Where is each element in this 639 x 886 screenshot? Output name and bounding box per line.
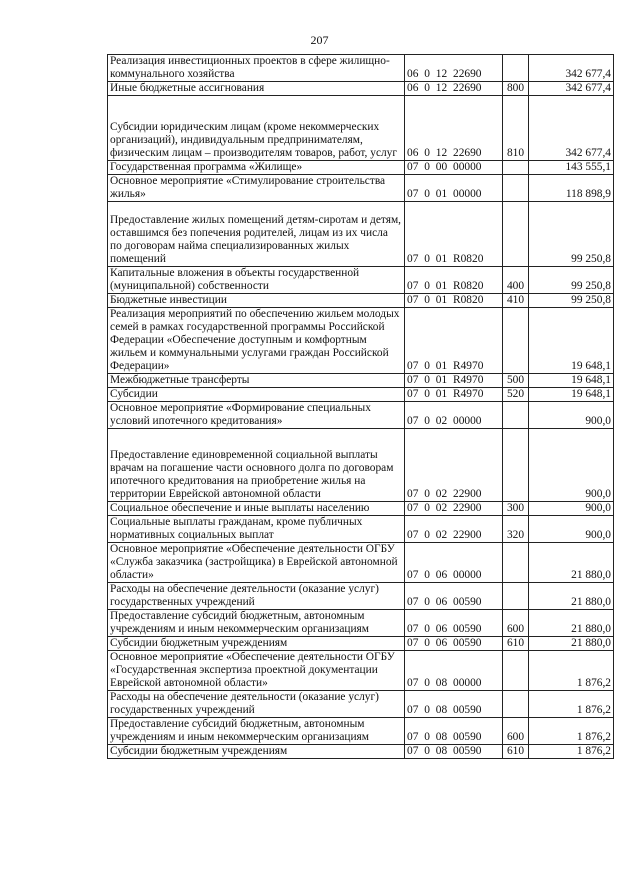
row-name: Субсидии юридическим лицам (кроме некоммерческих организаций), индивидуальным предпринимателям, физическим лицам – производителям товаров, работ, услуг <box>108 96 405 161</box>
row-name: Социальные выплаты гражданам, кроме публичных нормативных социальных выплат <box>108 516 405 543</box>
row-expense-type: 610 <box>503 745 529 759</box>
row-sum: 900,0 <box>529 502 614 516</box>
row-code: 07 0 06 00000 <box>405 543 503 583</box>
row-name: Предоставление единовременной социальной выплаты врачам на погашение части основного долга по договорам ипотечного кредитования на приобретение жилья на территории Еврейской автономной области <box>108 429 405 502</box>
row-code: 07 0 01 R0820 <box>405 267 503 294</box>
row-sum: 1 876,2 <box>529 691 614 718</box>
row-name: Расходы на обеспечение деятельности (оказание услуг) государственных учреждений <box>108 691 405 718</box>
row-sum: 143 555,1 <box>529 161 614 175</box>
row-expense-type: 320 <box>503 516 529 543</box>
row-code: 07 0 00 00000 <box>405 161 503 175</box>
row-code: 07 0 01 R4970 <box>405 308 503 374</box>
table-row <box>108 202 614 267</box>
row-expense-type: 520 <box>503 388 529 402</box>
row-code: 06 0 12 22690 <box>405 96 503 161</box>
row-sum: 99 250,8 <box>529 294 614 308</box>
row-expense-type <box>503 161 529 175</box>
row-code: 07 0 01 R4970 <box>405 388 503 402</box>
row-sum: 1 876,2 <box>529 745 614 759</box>
row-sum: 19 648,1 <box>529 388 614 402</box>
table-row <box>108 374 614 388</box>
row-expense-type <box>503 651 529 691</box>
row-code: 07 0 02 00000 <box>405 402 503 429</box>
row-code: 07 0 02 22900 <box>405 516 503 543</box>
table-row <box>108 82 614 96</box>
row-name: Бюджетные инвестиции <box>108 294 405 308</box>
row-expense-type: 400 <box>503 267 529 294</box>
row-code: 07 0 08 00590 <box>405 691 503 718</box>
row-sum: 21 880,0 <box>529 610 614 637</box>
table-row <box>108 745 614 759</box>
row-expense-type: 500 <box>503 374 529 388</box>
row-code: 07 0 08 00000 <box>405 651 503 691</box>
row-name: Субсидии бюджетным учреждениям <box>108 745 405 759</box>
row-expense-type <box>503 691 529 718</box>
row-sum: 19 648,1 <box>529 308 614 374</box>
table-row <box>108 175 614 202</box>
row-code: 07 0 01 R4970 <box>405 374 503 388</box>
row-sum: 21 880,0 <box>529 543 614 583</box>
row-code: 07 0 06 00590 <box>405 610 503 637</box>
row-sum: 1 876,2 <box>529 718 614 745</box>
row-name: Капитальные вложения в объекты государственной (муниципальной) собственности <box>108 267 405 294</box>
row-code: 07 0 01 00000 <box>405 175 503 202</box>
row-expense-type: 610 <box>503 637 529 651</box>
row-sum: 99 250,8 <box>529 202 614 267</box>
row-sum: 900,0 <box>529 516 614 543</box>
row-name: Субсидии <box>108 388 405 402</box>
row-code: 06 0 12 22690 <box>405 82 503 96</box>
row-name: Межбюджетные трансферты <box>108 374 405 388</box>
row-name: Основное мероприятие «Обеспечение деятельности ОГБУ «Государственная экспертиза проектной документации Еврейской автономной области» <box>108 651 405 691</box>
row-sum: 900,0 <box>529 429 614 502</box>
row-sum: 21 880,0 <box>529 583 614 610</box>
row-code: 07 0 02 22900 <box>405 502 503 516</box>
table-row <box>108 502 614 516</box>
table-row <box>108 651 614 691</box>
row-code: 07 0 08 00590 <box>405 745 503 759</box>
page-number: 207 <box>310 33 329 47</box>
row-sum: 1 876,2 <box>529 651 614 691</box>
row-code: 07 0 02 22900 <box>405 429 503 502</box>
table-row <box>108 96 614 161</box>
row-sum: 342 677,4 <box>529 82 614 96</box>
row-sum: 118 898,9 <box>529 175 614 202</box>
row-name: Реализация инвестиционных проектов в сфере жилищно-коммунального хозяйства <box>108 55 405 82</box>
row-code: 07 0 01 R0820 <box>405 294 503 308</box>
row-expense-type <box>503 55 529 82</box>
row-name: Основное мероприятие «Формирование специальных условий ипотечного кредитования» <box>108 402 405 429</box>
row-name: Реализация мероприятий по обеспечению жильем молодых семей в рамках государственной программы Российской Федерации «Обеспечение доступным и комфортным жильем и коммунальными услугами граждан Российской Федерации» <box>108 308 405 374</box>
table-row <box>108 388 614 402</box>
row-expense-type <box>503 202 529 267</box>
row-expense-type: 410 <box>503 294 529 308</box>
row-expense-type <box>503 543 529 583</box>
row-name: Основное мероприятие «Обеспечение деятельности ОГБУ «Служба заказчика (застройщика) в Еврейской автономной области» <box>108 543 405 583</box>
row-expense-type: 810 <box>503 96 529 161</box>
row-name: Предоставление жилых помещений детям-сиротам и детям, оставшимся без попечения родителей, лицам из их числа по договорам найма специализированных жилых помещений <box>108 202 405 267</box>
table-row <box>108 583 614 610</box>
row-name: Государственная программа «Жилище» <box>108 161 405 175</box>
row-code: 07 0 06 00590 <box>405 583 503 610</box>
table-row <box>108 516 614 543</box>
row-code: 06 0 12 22690 <box>405 55 503 82</box>
table-row <box>108 55 614 82</box>
row-expense-type: 800 <box>503 82 529 96</box>
row-expense-type: 300 <box>503 502 529 516</box>
row-sum: 21 880,0 <box>529 637 614 651</box>
row-expense-type <box>503 402 529 429</box>
table-row <box>108 637 614 651</box>
table-row <box>108 429 614 502</box>
table-row <box>108 402 614 429</box>
table-row <box>108 718 614 745</box>
table-row <box>108 610 614 637</box>
row-expense-type <box>503 175 529 202</box>
budget-table <box>107 54 614 759</box>
row-name: Предоставление субсидий бюджетным, автономным учреждениям и иным некоммерческим организациям <box>108 610 405 637</box>
row-name: Основное мероприятие «Стимулирование строительства жилья» <box>108 175 405 202</box>
row-name: Расходы на обеспечение деятельности (оказание услуг) государственных учреждений <box>108 583 405 610</box>
row-expense-type <box>503 308 529 374</box>
row-sum: 19 648,1 <box>529 374 614 388</box>
table-row <box>108 691 614 718</box>
row-name: Предоставление субсидий бюджетным, автономным учреждениям и иным некоммерческим организациям <box>108 718 405 745</box>
row-expense-type <box>503 583 529 610</box>
table-row <box>108 308 614 374</box>
budget-table-body <box>108 55 614 759</box>
table-row <box>108 543 614 583</box>
row-sum: 342 677,4 <box>529 96 614 161</box>
table-row <box>108 267 614 294</box>
row-sum: 99 250,8 <box>529 267 614 294</box>
table-row <box>108 161 614 175</box>
row-code: 07 0 08 00590 <box>405 718 503 745</box>
row-sum: 900,0 <box>529 402 614 429</box>
row-name: Социальное обеспечение и иные выплаты населению <box>108 502 405 516</box>
row-name: Иные бюджетные ассигнования <box>108 82 405 96</box>
row-code: 07 0 06 00590 <box>405 637 503 651</box>
row-expense-type: 600 <box>503 610 529 637</box>
row-code: 07 0 01 R0820 <box>405 202 503 267</box>
table-row <box>108 294 614 308</box>
row-name: Субсидии бюджетным учреждениям <box>108 637 405 651</box>
row-expense-type: 600 <box>503 718 529 745</box>
row-sum: 342 677,4 <box>529 55 614 82</box>
row-expense-type <box>503 429 529 502</box>
